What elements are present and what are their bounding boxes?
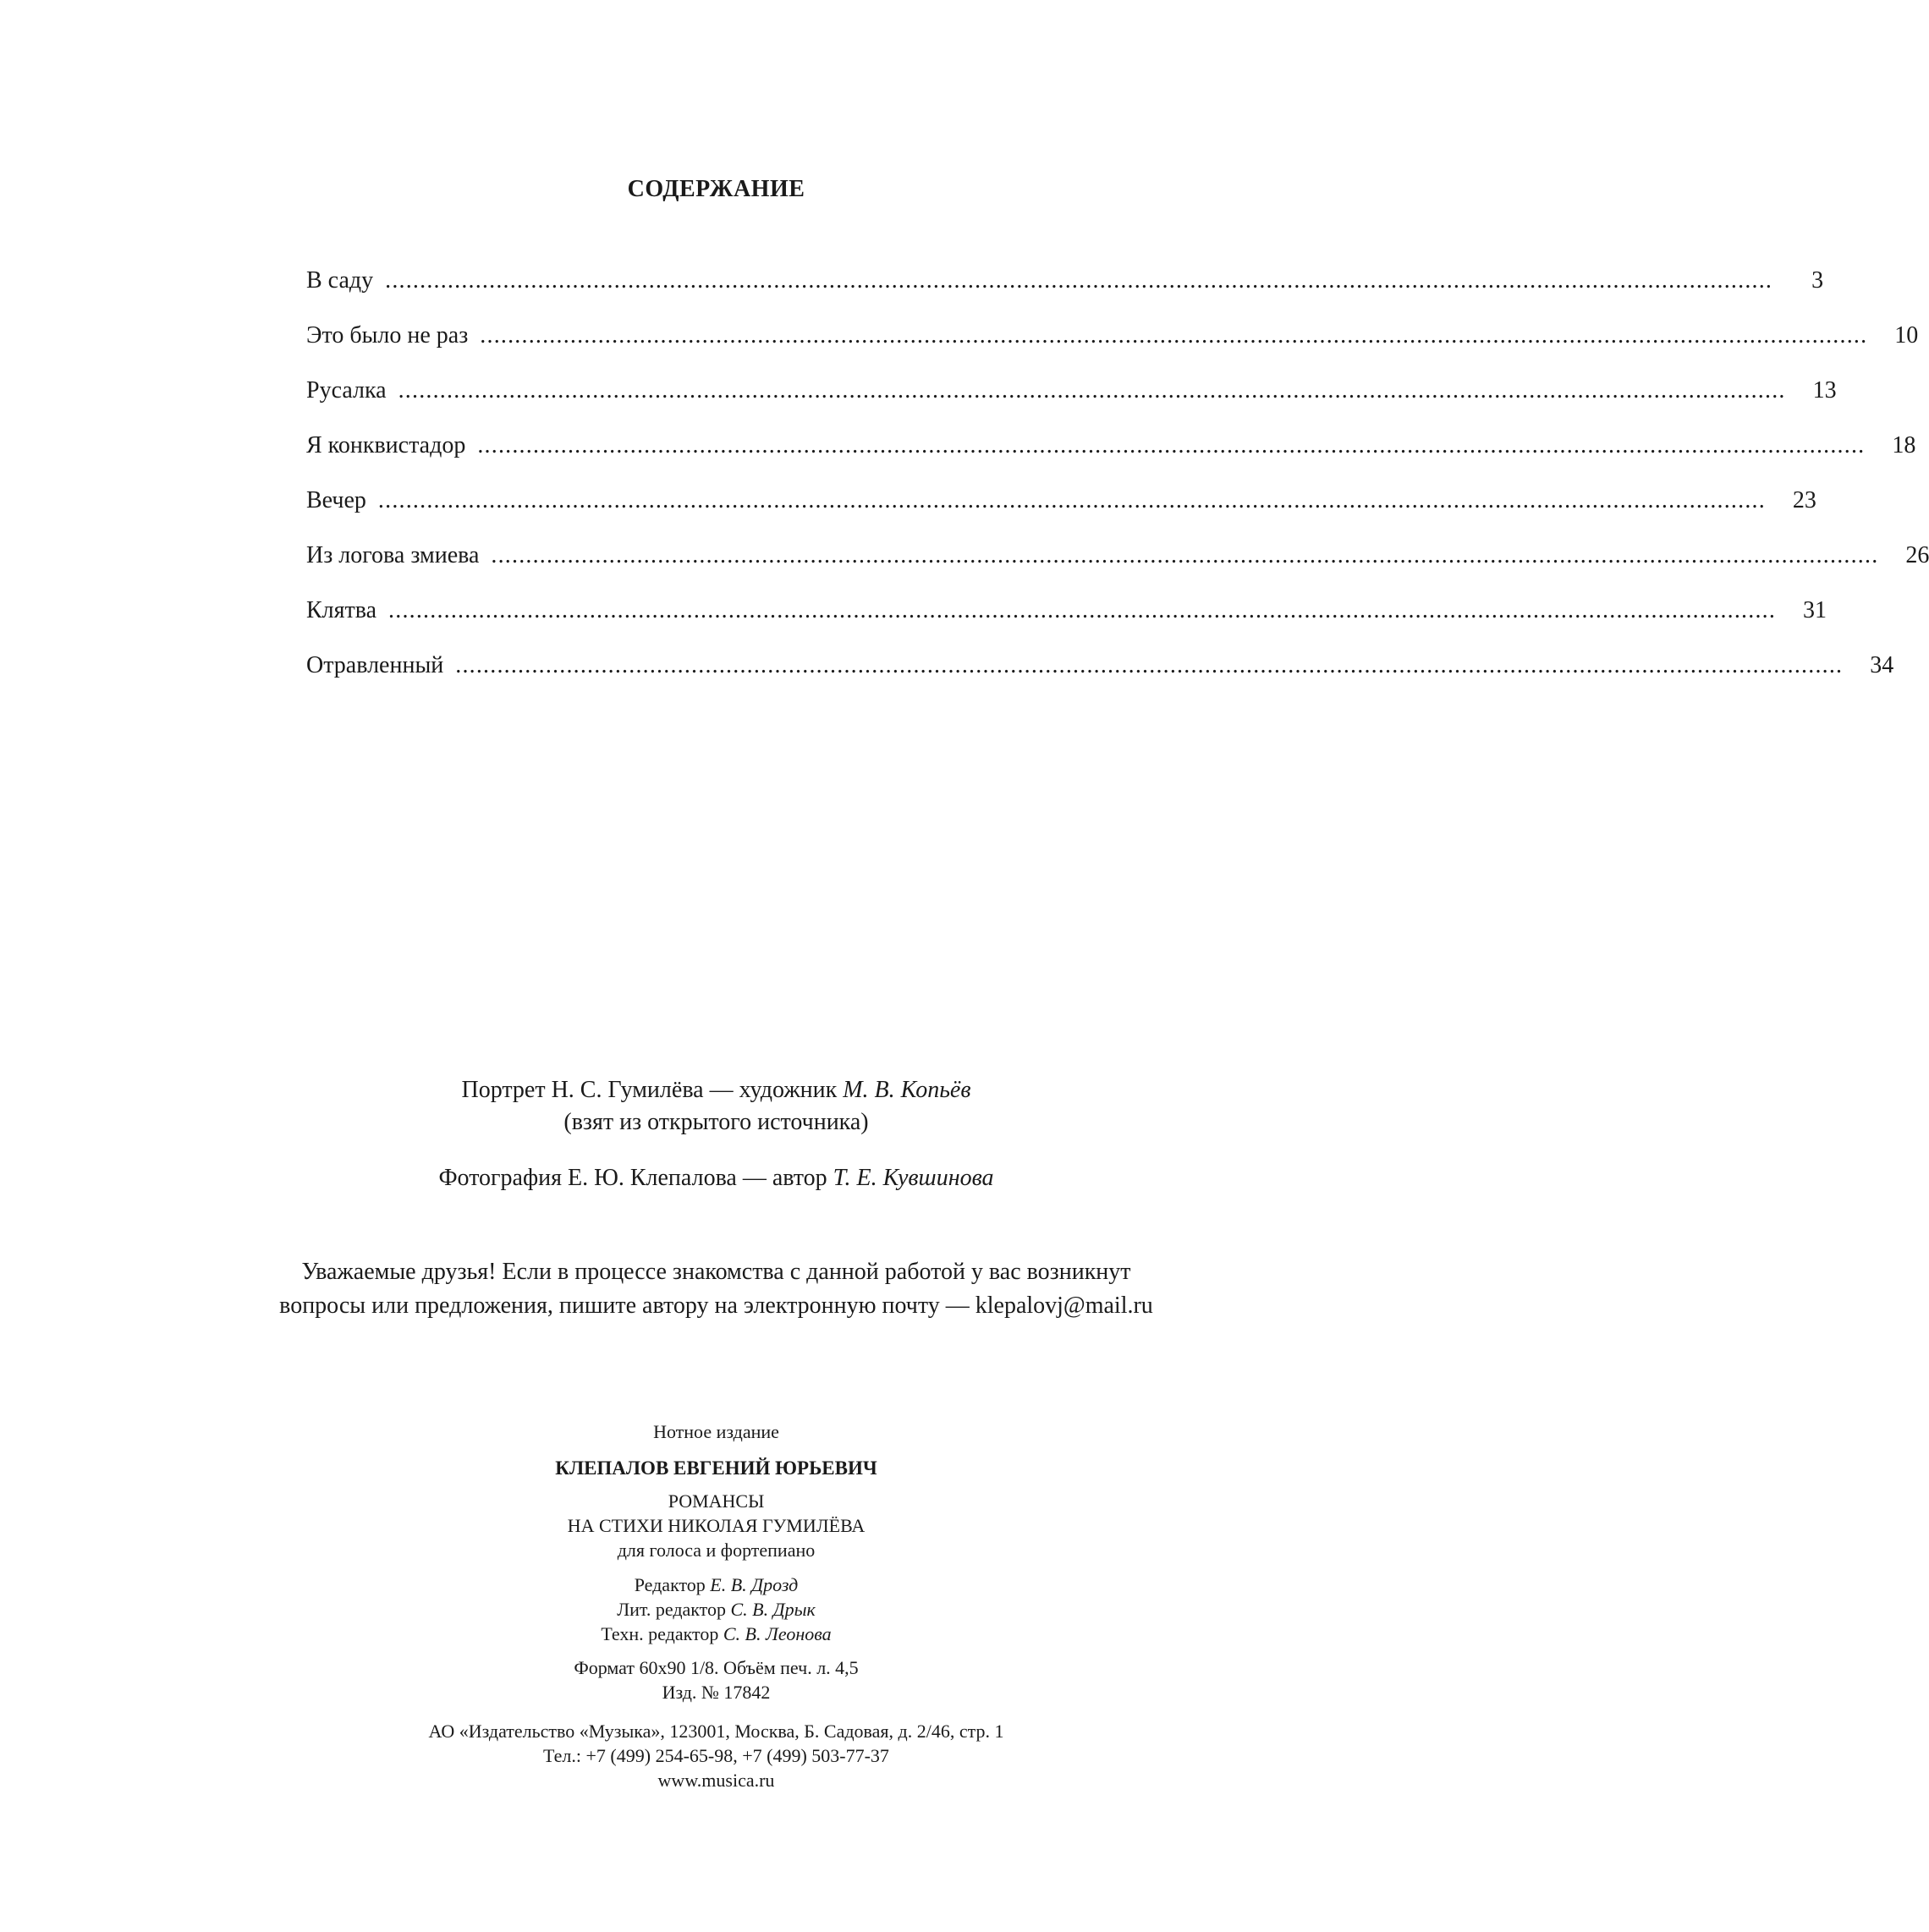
toc-title: СОДЕРЖАНИЕ [627, 176, 805, 202]
photo-author: Т. Е. Кувшинова [833, 1165, 994, 1191]
toc-entry-label: Вечер [306, 487, 366, 513]
toc-entry-page: 13 [1812, 377, 1837, 403]
lit-editor-line [0, 1597, 1432, 1622]
tech-editor-name: С. В. Леонова [723, 1623, 832, 1644]
toc-leader-dots: ........................................................................................................................................................................................................ [455, 652, 1844, 678]
toc-entry-label: Это было не раз [306, 322, 469, 349]
toc-entry-label: Отравленный [306, 652, 444, 678]
toc-entry-page: 31 [1803, 597, 1827, 623]
toc-leader-dots: ........................................................................................................................................................................................................ [377, 487, 1766, 513]
publisher-address: АО «Издательство «Музыка», 123001, Москва, Б. Садовая, д. 2/46, стр. 1 [428, 1721, 1004, 1742]
notice-line-1: Уважаемые друзья! Если в процессе знакомства с данной работой у вас возникнут [301, 1259, 1131, 1285]
toc-entry-page: 26 [1905, 542, 1929, 568]
toc-entry-label: Из логова змиева [306, 542, 480, 568]
toc-entry-page: 34 [1870, 652, 1894, 678]
toc-entry-page: 10 [1894, 322, 1919, 349]
lit-editor-label: Лит. редактор [617, 1599, 726, 1620]
toc-entry-page: 18 [1892, 432, 1916, 458]
photo-credit [0, 1162, 1432, 1194]
toc-entry-label: В саду [306, 267, 374, 294]
toc-entry[interactable] [306, 264, 1824, 298]
photo-credit-text: Фотография Е. Ю. Клепалова — автор [438, 1165, 827, 1191]
toc-entry-label: Клятва [306, 597, 377, 623]
edition-type: Нотное издание [653, 1421, 779, 1442]
imprint-title-line-1: РОМАНСЫ [668, 1490, 765, 1512]
editor-label: Редактор [634, 1574, 706, 1595]
portrait-artist: М. В. Копьёв [843, 1077, 971, 1103]
toc-entry-page: 3 [1811, 267, 1824, 294]
toc-entry[interactable] [306, 594, 1827, 628]
notice-line-2: вопросы или предложения, пишите автору на электронную почту — klepalovj@mail.ru [279, 1293, 1153, 1319]
lit-editor-name: С. В. Дрык [730, 1599, 816, 1620]
toc-entry-label: Я конквистадор [306, 432, 466, 458]
editor-name: Е. В. Дрозд [710, 1574, 799, 1595]
tech-editor-label: Техн. редактор [601, 1623, 719, 1644]
imprint-title-line-2: НА СТИХИ НИКОЛАЯ ГУМИЛЁВА [567, 1515, 866, 1536]
toc-leader-dots: ........................................................................................................................................................................................................ [385, 267, 1773, 294]
portrait-credit-text: Портрет Н. С. Гумилёва — художник [461, 1077, 838, 1103]
publisher-website[interactable]: www.musica.ru [657, 1770, 775, 1791]
toc-entry[interactable] [306, 374, 1837, 408]
portrait-credit [0, 1074, 1432, 1106]
toc-leader-dots: ........................................................................................................................................................................................................ [477, 432, 1866, 458]
imprint-author: КЛЕПАЛОВ ЕВГЕНИЙ ЮРЬЕВИЧ [555, 1457, 877, 1479]
publisher-phone: Тел.: +7 (499) 254-65-98, +7 (499) 503-77-37 [543, 1745, 889, 1766]
toc-entry[interactable] [306, 319, 1919, 353]
publication-number: Изд. № 17842 [662, 1682, 771, 1703]
portrait-source: (взят из открытого источника) [563, 1109, 869, 1135]
toc-leader-dots: ........................................................................................................................................................................................................ [491, 542, 1879, 568]
toc-entry-page: 23 [1792, 487, 1816, 513]
toc-entry[interactable] [306, 429, 1916, 463]
toc-leader-dots: ........................................................................................................................................................................................................ [480, 322, 1868, 349]
toc-entry-label: Русалка [306, 377, 387, 403]
toc-leader-dots: ........................................................................................................................................................................................................ [388, 597, 1777, 623]
toc-entry[interactable] [306, 539, 1929, 573]
toc-entry[interactable] [306, 649, 1894, 683]
format-line: Формат 60x90 1/8. Объём печ. л. 4,5 [574, 1657, 859, 1678]
instrumentation: для голоса и фортепиано [617, 1540, 816, 1561]
toc-leader-dots: ........................................................................................................................................................................................................ [398, 377, 1786, 403]
editor-line [0, 1572, 1432, 1597]
toc-entry[interactable] [306, 484, 1816, 518]
tech-editor-line [0, 1622, 1432, 1646]
